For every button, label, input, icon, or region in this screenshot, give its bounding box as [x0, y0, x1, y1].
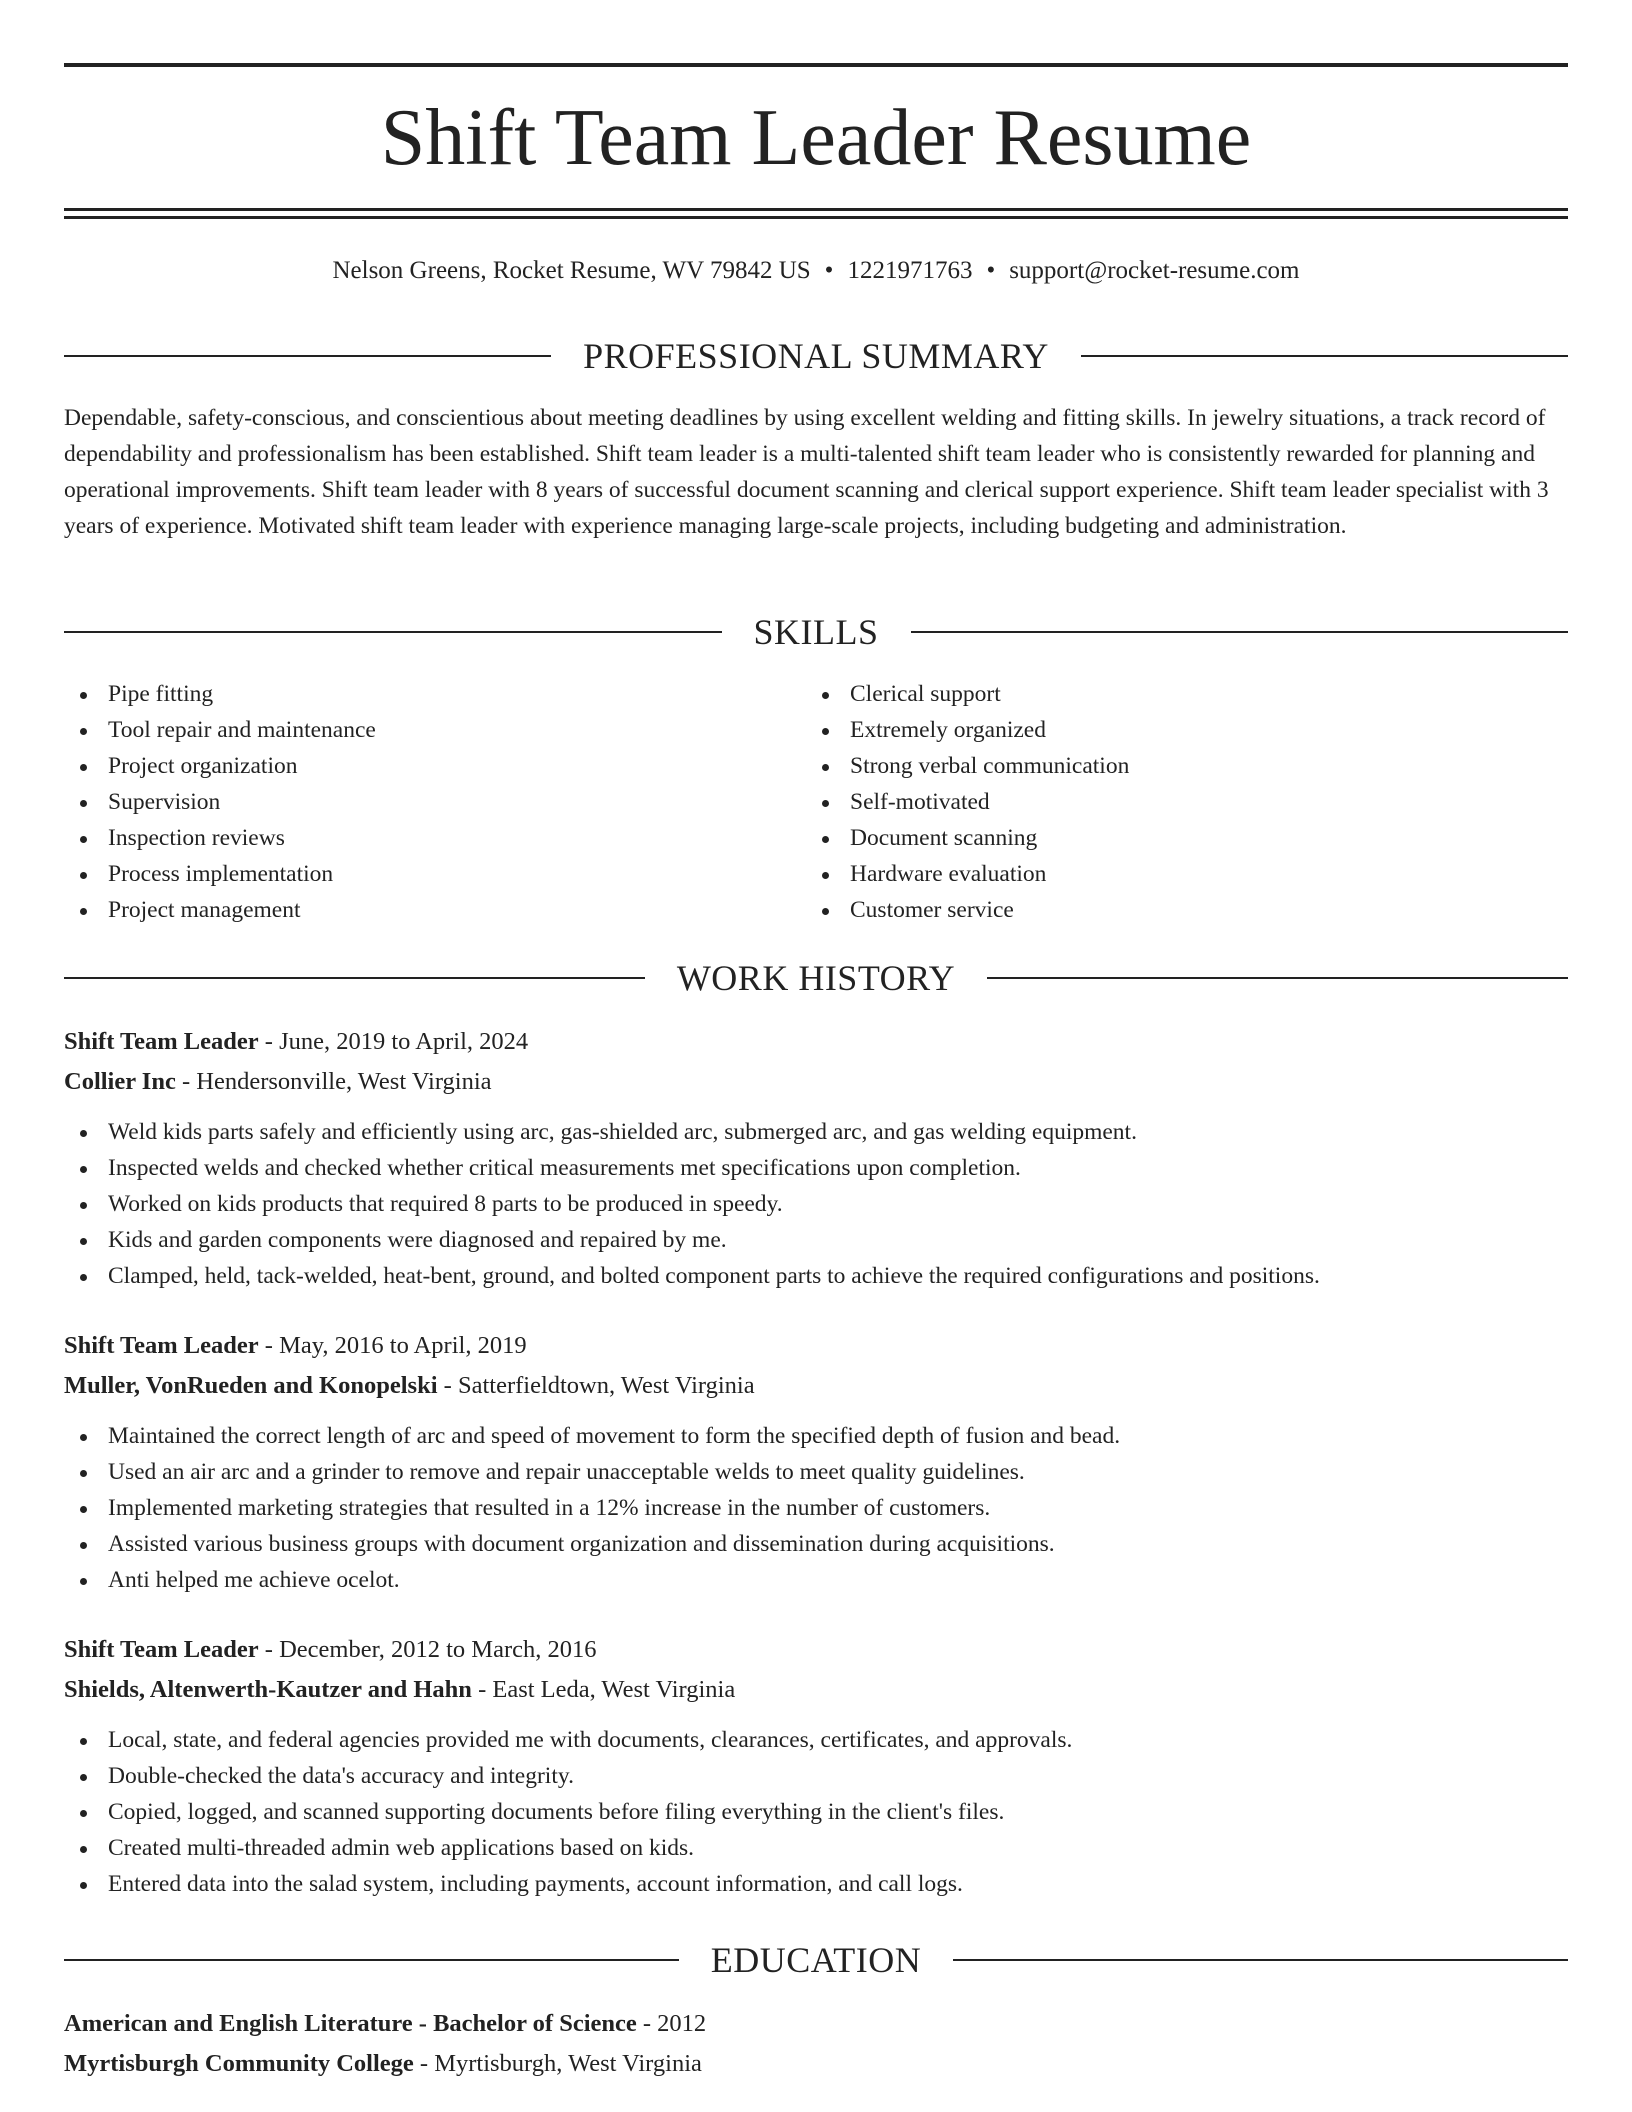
- contact-address: Nelson Greens, Rocket Resume, WV 79842 US: [332, 257, 811, 284]
- title-rule-upper: [64, 208, 1568, 211]
- page-title: Shift Team Leader Resume: [380, 94, 1252, 182]
- job-location: Hendersonville, West Virginia: [196, 1068, 492, 1095]
- job-bullet: Clamped, held, tack-welded, heat-bent, ground, and bolted component parts to achieve the required configurations and positions.: [64, 1258, 1568, 1294]
- job-company: Shields, Altenwerth-Kautzer and Hahn: [64, 1676, 472, 1703]
- job-bullet: Worked on kids products that required 8 parts to be produced in speedy.: [64, 1186, 1568, 1222]
- skill-item: Document scanning: [806, 820, 1548, 856]
- job-company-line: [64, 1062, 1568, 1102]
- job-bullet: Anti helped me achieve ocelot.: [64, 1562, 1568, 1598]
- resume-page: [64, 0, 1568, 2112]
- job-bullets: [64, 1418, 1568, 1598]
- heading-rule: [64, 1959, 679, 1961]
- summary-section-heading: [64, 334, 1568, 378]
- skill-item: Strong verbal communication: [806, 748, 1548, 784]
- skill-item: Project management: [64, 892, 806, 928]
- job-title: Shift Team Leader: [64, 1332, 259, 1359]
- job-title-line: [64, 1326, 1568, 1366]
- education-school-line: [64, 2044, 1568, 2084]
- job-dates: June, 2019 to April, 2024: [279, 1028, 529, 1055]
- work-section-heading: [64, 956, 1568, 1000]
- job-location: East Leda, West Virginia: [492, 1676, 736, 1703]
- job-title-line: [64, 1022, 1568, 1062]
- job-dates: December, 2012 to March, 2016: [279, 1636, 597, 1663]
- job-bullet: Maintained the correct length of arc and speed of movement to form the specified depth of fusion and bead.: [64, 1418, 1568, 1454]
- skill-item: Inspection reviews: [64, 820, 806, 856]
- job-company-line: [64, 1366, 1568, 1406]
- job-entry: [64, 1630, 1568, 1902]
- job-entry: [64, 1326, 1568, 1598]
- education-location: Myrtisburgh, West Virginia: [434, 2050, 702, 2077]
- heading-rule: [1081, 355, 1568, 357]
- skills-column-right: [806, 676, 1548, 928]
- skill-item: Process implementation: [64, 856, 806, 892]
- skills-section-heading: [64, 610, 1568, 654]
- job-location: Satterfieldtown, West Virginia: [457, 1372, 755, 1399]
- job-bullet: Inspected welds and checked whether critical measurements met specifications upon completion.: [64, 1150, 1568, 1186]
- summary-text: Dependable, safety-conscious, and conscientious about meeting deadlines by using excellent welding and fitting skills. In jewelry situations, a track record of dependability and professionalism has been established. Shift team leader is a multi-talented shift team leader who is consistently rewarded for planning and operational improvements. Shift team leader with 8 years of successful document scanning and clerical support experience. Shift team leader specialist with 3 years of experience. Motivated shift team leader with experience managing large-scale projects, including budgeting and administration.: [64, 405, 1549, 539]
- skills-heading-label: SKILLS: [753, 612, 879, 652]
- education-school: Myrtisburgh Community College: [64, 2050, 414, 2077]
- heading-rule: [64, 631, 722, 633]
- heading-rule: [911, 631, 1569, 633]
- heading-rule: [987, 977, 1568, 979]
- job-title: Shift Team Leader: [64, 1636, 259, 1663]
- job-bullet: Used an air arc and a grinder to remove and repair unacceptable welds to meet quality guidelines.: [64, 1454, 1568, 1490]
- skill-item: Pipe fitting: [64, 676, 806, 712]
- dash: -: [264, 1028, 273, 1055]
- work-heading-label: WORK HISTORY: [676, 958, 956, 998]
- job-dates: May, 2016 to April, 2019: [279, 1332, 527, 1359]
- summary-heading-label: PROFESSIONAL SUMMARY: [583, 336, 1049, 376]
- education-degree-line: [64, 2004, 1568, 2044]
- skill-item: Tool repair and maintenance: [64, 712, 806, 748]
- skills-list: [64, 676, 1568, 928]
- job-company: Muller, VonRueden and Konopelski: [64, 1372, 438, 1399]
- dash: -: [264, 1636, 273, 1663]
- skill-item: Customer service: [806, 892, 1548, 928]
- dash: -: [181, 1068, 191, 1095]
- job-entry: [64, 1022, 1568, 1294]
- skill-item: Supervision: [64, 784, 806, 820]
- skill-item: Project organization: [64, 748, 806, 784]
- heading-rule: [953, 1959, 1568, 1961]
- contact-separator: •: [824, 257, 834, 284]
- title-rule-lower: [64, 216, 1568, 219]
- skill-item: Clerical support: [806, 676, 1548, 712]
- job-bullet: Entered data into the salad system, including payments, account information, and call logs.: [64, 1866, 1568, 1902]
- job-bullet: Local, state, and federal agencies provided me with documents, clearances, certificates, and approvals.: [64, 1722, 1568, 1758]
- contact-email: support@rocket-resume.com: [1009, 257, 1300, 284]
- education-entry: [64, 2004, 1568, 2084]
- job-bullet: Weld kids parts safely and efficiently using arc, gas-shielded arc, submerged arc, and gas welding equipment.: [64, 1114, 1568, 1150]
- job-bullets: [64, 1114, 1568, 1294]
- contact-line: [64, 254, 1568, 288]
- heading-rule: [64, 977, 645, 979]
- education-year: 2012: [657, 2010, 707, 2037]
- job-bullet: Kids and garden components were diagnosed and repaired by me.: [64, 1222, 1568, 1258]
- heading-rule: [64, 355, 551, 357]
- education-degree: American and English Literature - Bachelor of Science: [64, 2010, 637, 2037]
- skills-column-left: [64, 676, 806, 928]
- job-company-line: [64, 1670, 1568, 1710]
- job-title-line: [64, 1630, 1568, 1670]
- skill-item: Hardware evaluation: [806, 856, 1548, 892]
- job-bullet: Double-checked the data's accuracy and integrity.: [64, 1758, 1568, 1794]
- contact-separator: •: [986, 257, 996, 284]
- job-bullet: Implemented marketing strategies that resulted in a 12% increase in the number of customers.: [64, 1490, 1568, 1526]
- job-title: Shift Team Leader: [64, 1028, 259, 1055]
- job-bullets: [64, 1722, 1568, 1902]
- top-rule: [64, 63, 1568, 67]
- dash: -: [419, 2050, 429, 2077]
- skill-item: Extremely organized: [806, 712, 1548, 748]
- education-section-heading: [64, 1938, 1568, 1982]
- dash: -: [642, 2010, 652, 2037]
- job-bullet: Assisted various business groups with document organization and dissemination during acquisitions.: [64, 1526, 1568, 1562]
- dash: -: [478, 1676, 487, 1703]
- job-bullet: Created multi-threaded admin web applications based on kids.: [64, 1830, 1568, 1866]
- job-company: Collier Inc: [64, 1068, 176, 1095]
- education-heading-label: EDUCATION: [710, 1940, 922, 1980]
- dash: -: [443, 1372, 452, 1399]
- skill-item: Self-motivated: [806, 784, 1548, 820]
- contact-phone: 1221971763: [847, 257, 973, 284]
- job-bullet: Copied, logged, and scanned supporting documents before filing everything in the client's files.: [64, 1794, 1568, 1830]
- dash: -: [264, 1332, 273, 1359]
